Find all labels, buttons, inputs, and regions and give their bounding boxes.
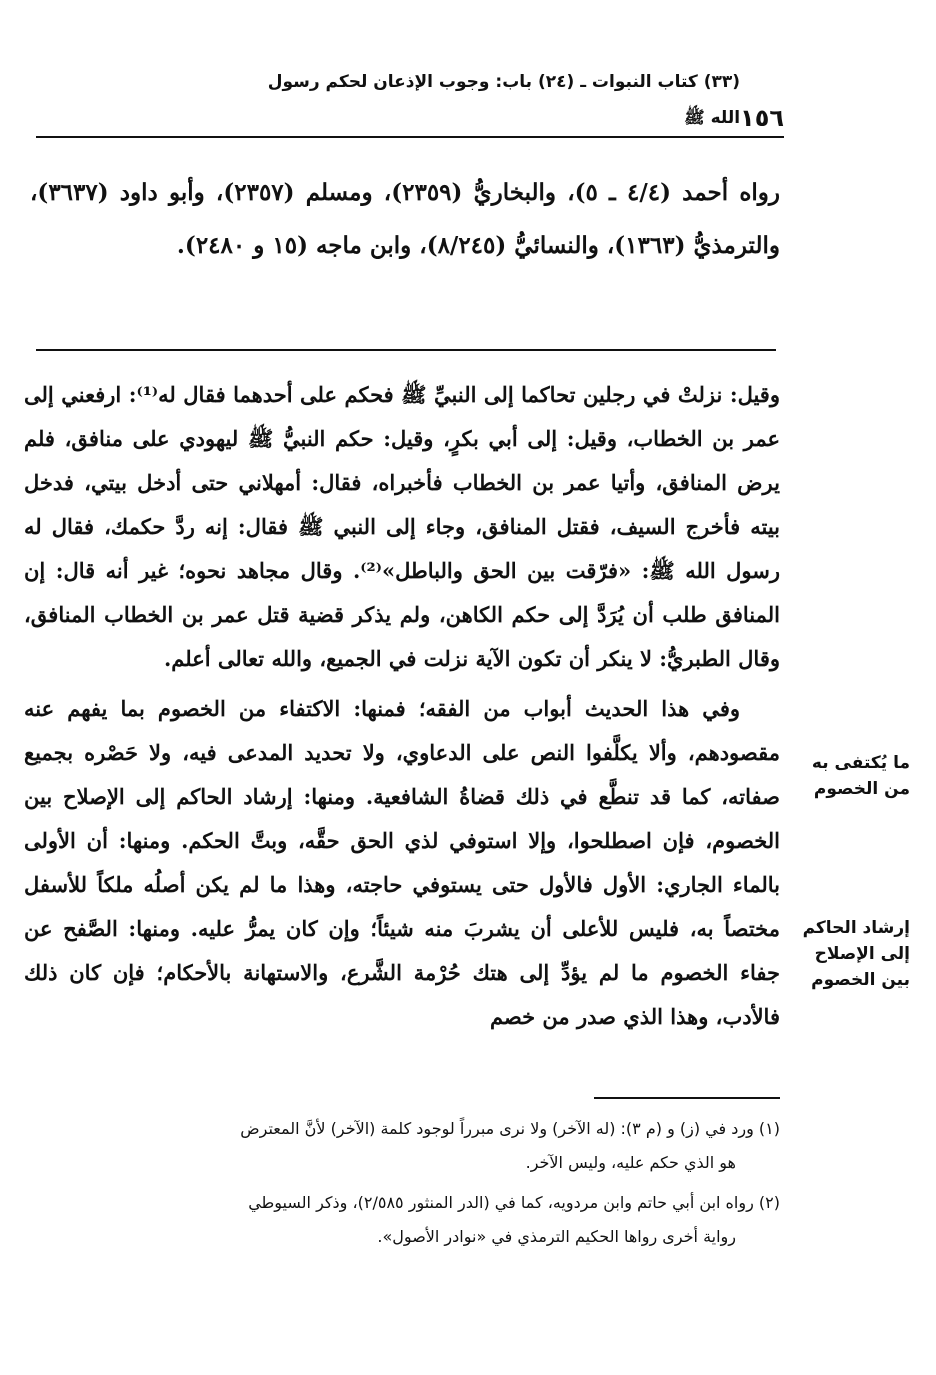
footnote-1-line-1: (١) ورد في (ز) و (م ٣): (له الآخر) ولا نرى مبرراً لوجود كلمة (الآخر) لأنَّ المعترض xyxy=(240,1119,780,1138)
footnote-2-line-2: رواية أخرى رواها الحكيم الترمذي في «نوادر الأصول». xyxy=(377,1227,736,1246)
margin-note-litigants: ما يُكتفى به من الخصوم xyxy=(811,753,910,799)
top-note-text: رواه أحمد (٤/٤ ـ ٥)، والبخاريُّ (٢٣٥٩)، ومسلم (٢٣٥٧)، وأبو داود (٣٦٣٧)، والترمذيُّ (١٣٦٣)، والنسائيُّ (٨/٢٤٥)، وابن ماجه (١٥ و ٢٤٨٠). xyxy=(30,179,780,259)
body-paragraph-1: وقيل: نزلتْ في رجلين تحاكما إلى النبيِّ ﷺ فحكم على أحدهما فقال له⁽¹⁾: ارفعني إلى عمر بن الخطاب، وقيل: إلى أبي بكرٍ، وقيل: حكم النبيُّ ﷺ ليهودي على منافق، فلم يرض المنافق، وأتيا عمر بن الخطاب فأخبراه، فقال: أمهلاني حتى أدخل بيتي، فدخل بيته فأخرج السيف، فقتل المنافق، وجاء إلى النبي ﷺ فقال: إنه ردَّ حكمك، فقال له رسول الله ﷺ: «فرّقت بين الحق والباطل»⁽²⁾. وقال مجاهد نحوه؛ غير أنه قال: إن المنافق طلب أن يُرَدَّ إلى حكم الكاهن، ولم يذكر قضية قتل عمر بن الخطاب المنافق، وقال الطبريُّ: لا ينكر أن تكون الآية نزلت في الجميع، والله تعالى أعلم. xyxy=(24,382,780,671)
footnote-2-line-1: (٢) رواه ابن أبي حاتم وابن مردويه، كما في (الدر المنثور ٢/٥٨٥)، وذكر السيوطي xyxy=(248,1193,780,1212)
page-header xyxy=(36,72,784,136)
footnote-1 xyxy=(24,1112,780,1180)
body-paragraph-2: وفي هذا الحديث أبواب من الفقه؛ فمنها: الاكتفاء من الخصوم بما يفهم عنه مقصودهم، وألا يكلَّفوا النص على الدعاوي، ولا تحديد المدعى فيه، ولا حَصْره بجميع صفاته، كما قد تنطَّع في ذلك قضاةُ الشافعية. ومنها: إرشاد الحاكم إلى الإصلاح بين الخصوم، فإن اصطلحوا، وإلا استوفي لذي الحق حقَّه، وبتَّ الحكم. ومنها: أن الأولى بالماء الجاري: الأول فالأول حتى يستوفي حاجته، وهذا ما لم يكن أصلُه ملكاً للأسفل مختصاً به، فليس للأعلى أن يشربَ منه شيئاً؛ وإن كان يمرُّ عليه. ومنها: الصَّفح عن جفاء الخصوم ما لم يؤدِّ إلى هتك حُرْمة الشَّرع، والاستهانة بالأحكام؛ فإن كان ذلك فالأدب، وهذا الذي صدر من خصم xyxy=(24,696,780,1029)
footnote-1-line-2: هو الذي حكم عليه، وليس الآخر. xyxy=(525,1153,736,1172)
page-number: ١٥٦ xyxy=(740,104,784,132)
margin-note-judge-reconciliation: إرشاد الحاكم إلى الإصلاح بين الخصوم xyxy=(802,918,910,990)
footnotes xyxy=(24,1112,780,1260)
section-divider xyxy=(36,349,776,351)
top-note xyxy=(30,166,780,272)
footnote-rule xyxy=(594,1097,780,1099)
main-text xyxy=(24,373,780,1039)
footnote-2 xyxy=(24,1186,780,1254)
running-title: (٣٣) كتاب النبوات ـ (٢٤) باب: وجوب الإذعان لحكم رسول الله ﷺ xyxy=(267,72,741,128)
header-rule xyxy=(36,136,784,138)
